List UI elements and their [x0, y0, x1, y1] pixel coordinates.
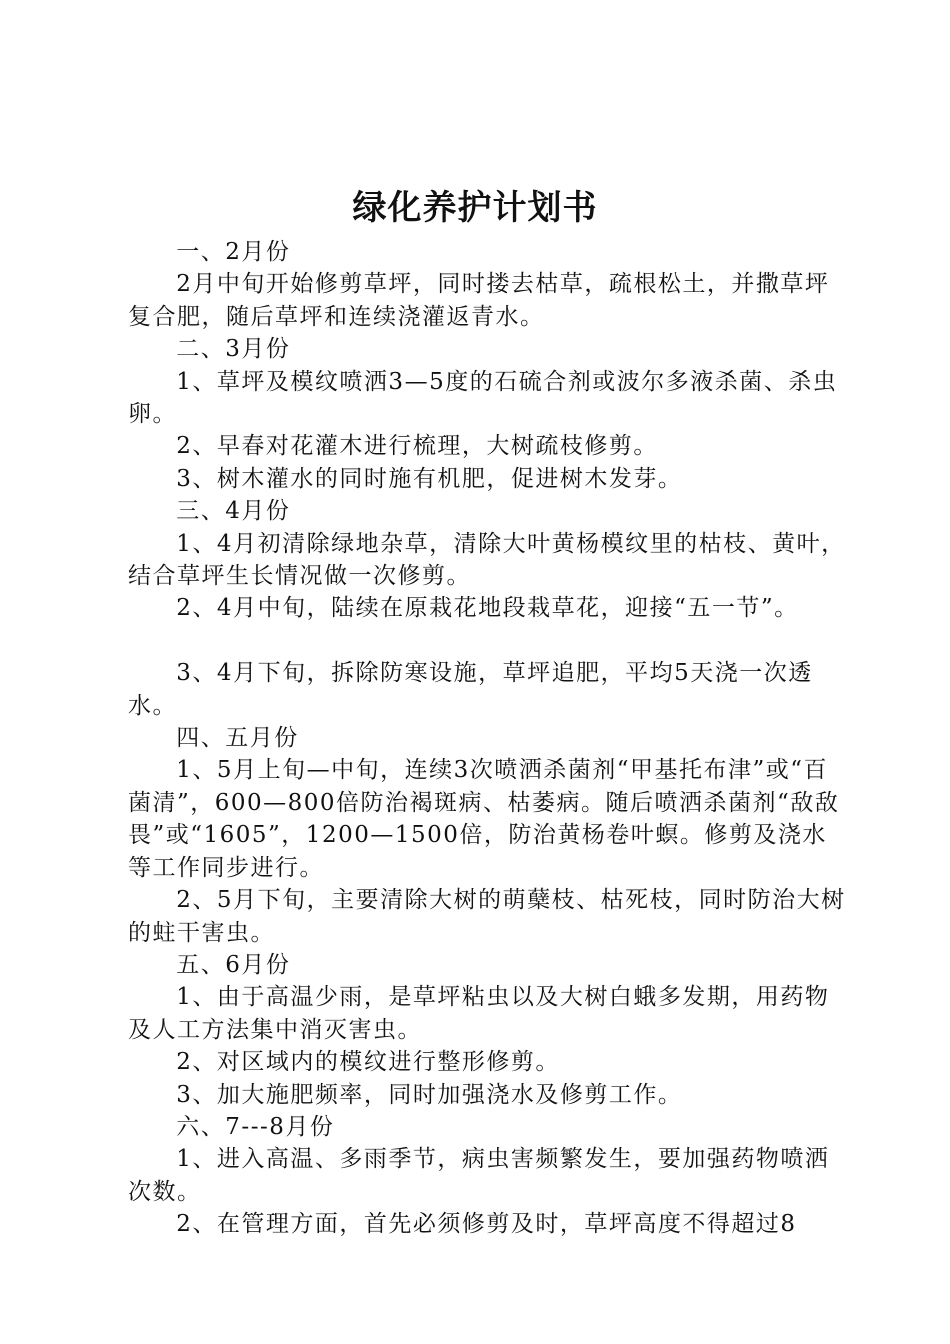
paragraph: 3、加大施肥频率，同时加强浇水及修剪工作。	[176, 1081, 683, 1108]
paragraph: 3、4月下旬，拆除防寒设施，草坪追肥，平均5天浇一次透水。	[128, 660, 813, 719]
section-heading-feb: 一、2月份	[176, 239, 291, 265]
paragraph: 2、5月下旬，主要清除大树的萌蘖枝、枯死枝，同时防治大树的蛀干害虫。	[128, 887, 846, 946]
section-heading-apr: 三、4月份	[176, 498, 291, 525]
section-heading-mar: 二、3月份	[176, 336, 291, 363]
blank-line	[128, 625, 848, 657]
section-heading-may: 四、五月份	[176, 725, 299, 752]
paragraph: 1、草坪及模纹喷洒3—5度的石硫合剂或波尔多液杀菌、杀虫卵。	[128, 368, 838, 428]
document-title: 绿化养护计划书	[352, 188, 598, 228]
section-heading-jul-aug: 六、7---8月份	[176, 1113, 335, 1140]
paragraph: 1、4月初清除绿地杂草，清除大叶黄杨模纹里的枯枝、黄叶，结合草坪生长情况做一次修剪。	[128, 530, 846, 590]
paragraph: 1、由于高温少雨，是草坪粘虫以及大树白蛾多发期，用药物及人工方法集中消灭害虫。	[128, 984, 830, 1043]
paragraph: 2、对区域内的模纹进行整形修剪。	[176, 1049, 560, 1076]
paragraph: 3、树木灌水的同时施有机肥，促进树木发芽。	[176, 465, 683, 492]
section-heading-jun: 五、6月份	[176, 951, 291, 978]
paragraph: 2月中旬开始修剪草坪，同时搂去枯草，疏根松土，并撒草坪复合肥，随后草坪和连续浇灌返青水。	[128, 271, 830, 330]
document-body	[128, 236, 848, 1241]
paragraph: 2、在管理方面，首先必须修剪及时，草坪高度不得超过8	[176, 1211, 797, 1238]
paragraph: 1、进入高温、多雨季节，病虫害频繁发生，要加强药物喷洒次数。	[128, 1146, 830, 1205]
paragraph: 2、早春对花灌木进行梳理，大树疏枝修剪。	[176, 433, 658, 460]
paragraph: 1、5月上旬—中旬，连续3次喷洒杀菌剂“甲基托布津”或“百菌清”，600—800倍防治褐斑病、枯萎病。随后喷洒杀菌剂“敌敌畏”或“1605”，1200—1500倍，防治黄杨卷叶螟。修剪及浇水等工作同步进行。	[128, 757, 840, 881]
paragraph: 2、4月中旬，陆续在原栽花地段栽草花，迎接“五一节”。	[176, 595, 799, 622]
